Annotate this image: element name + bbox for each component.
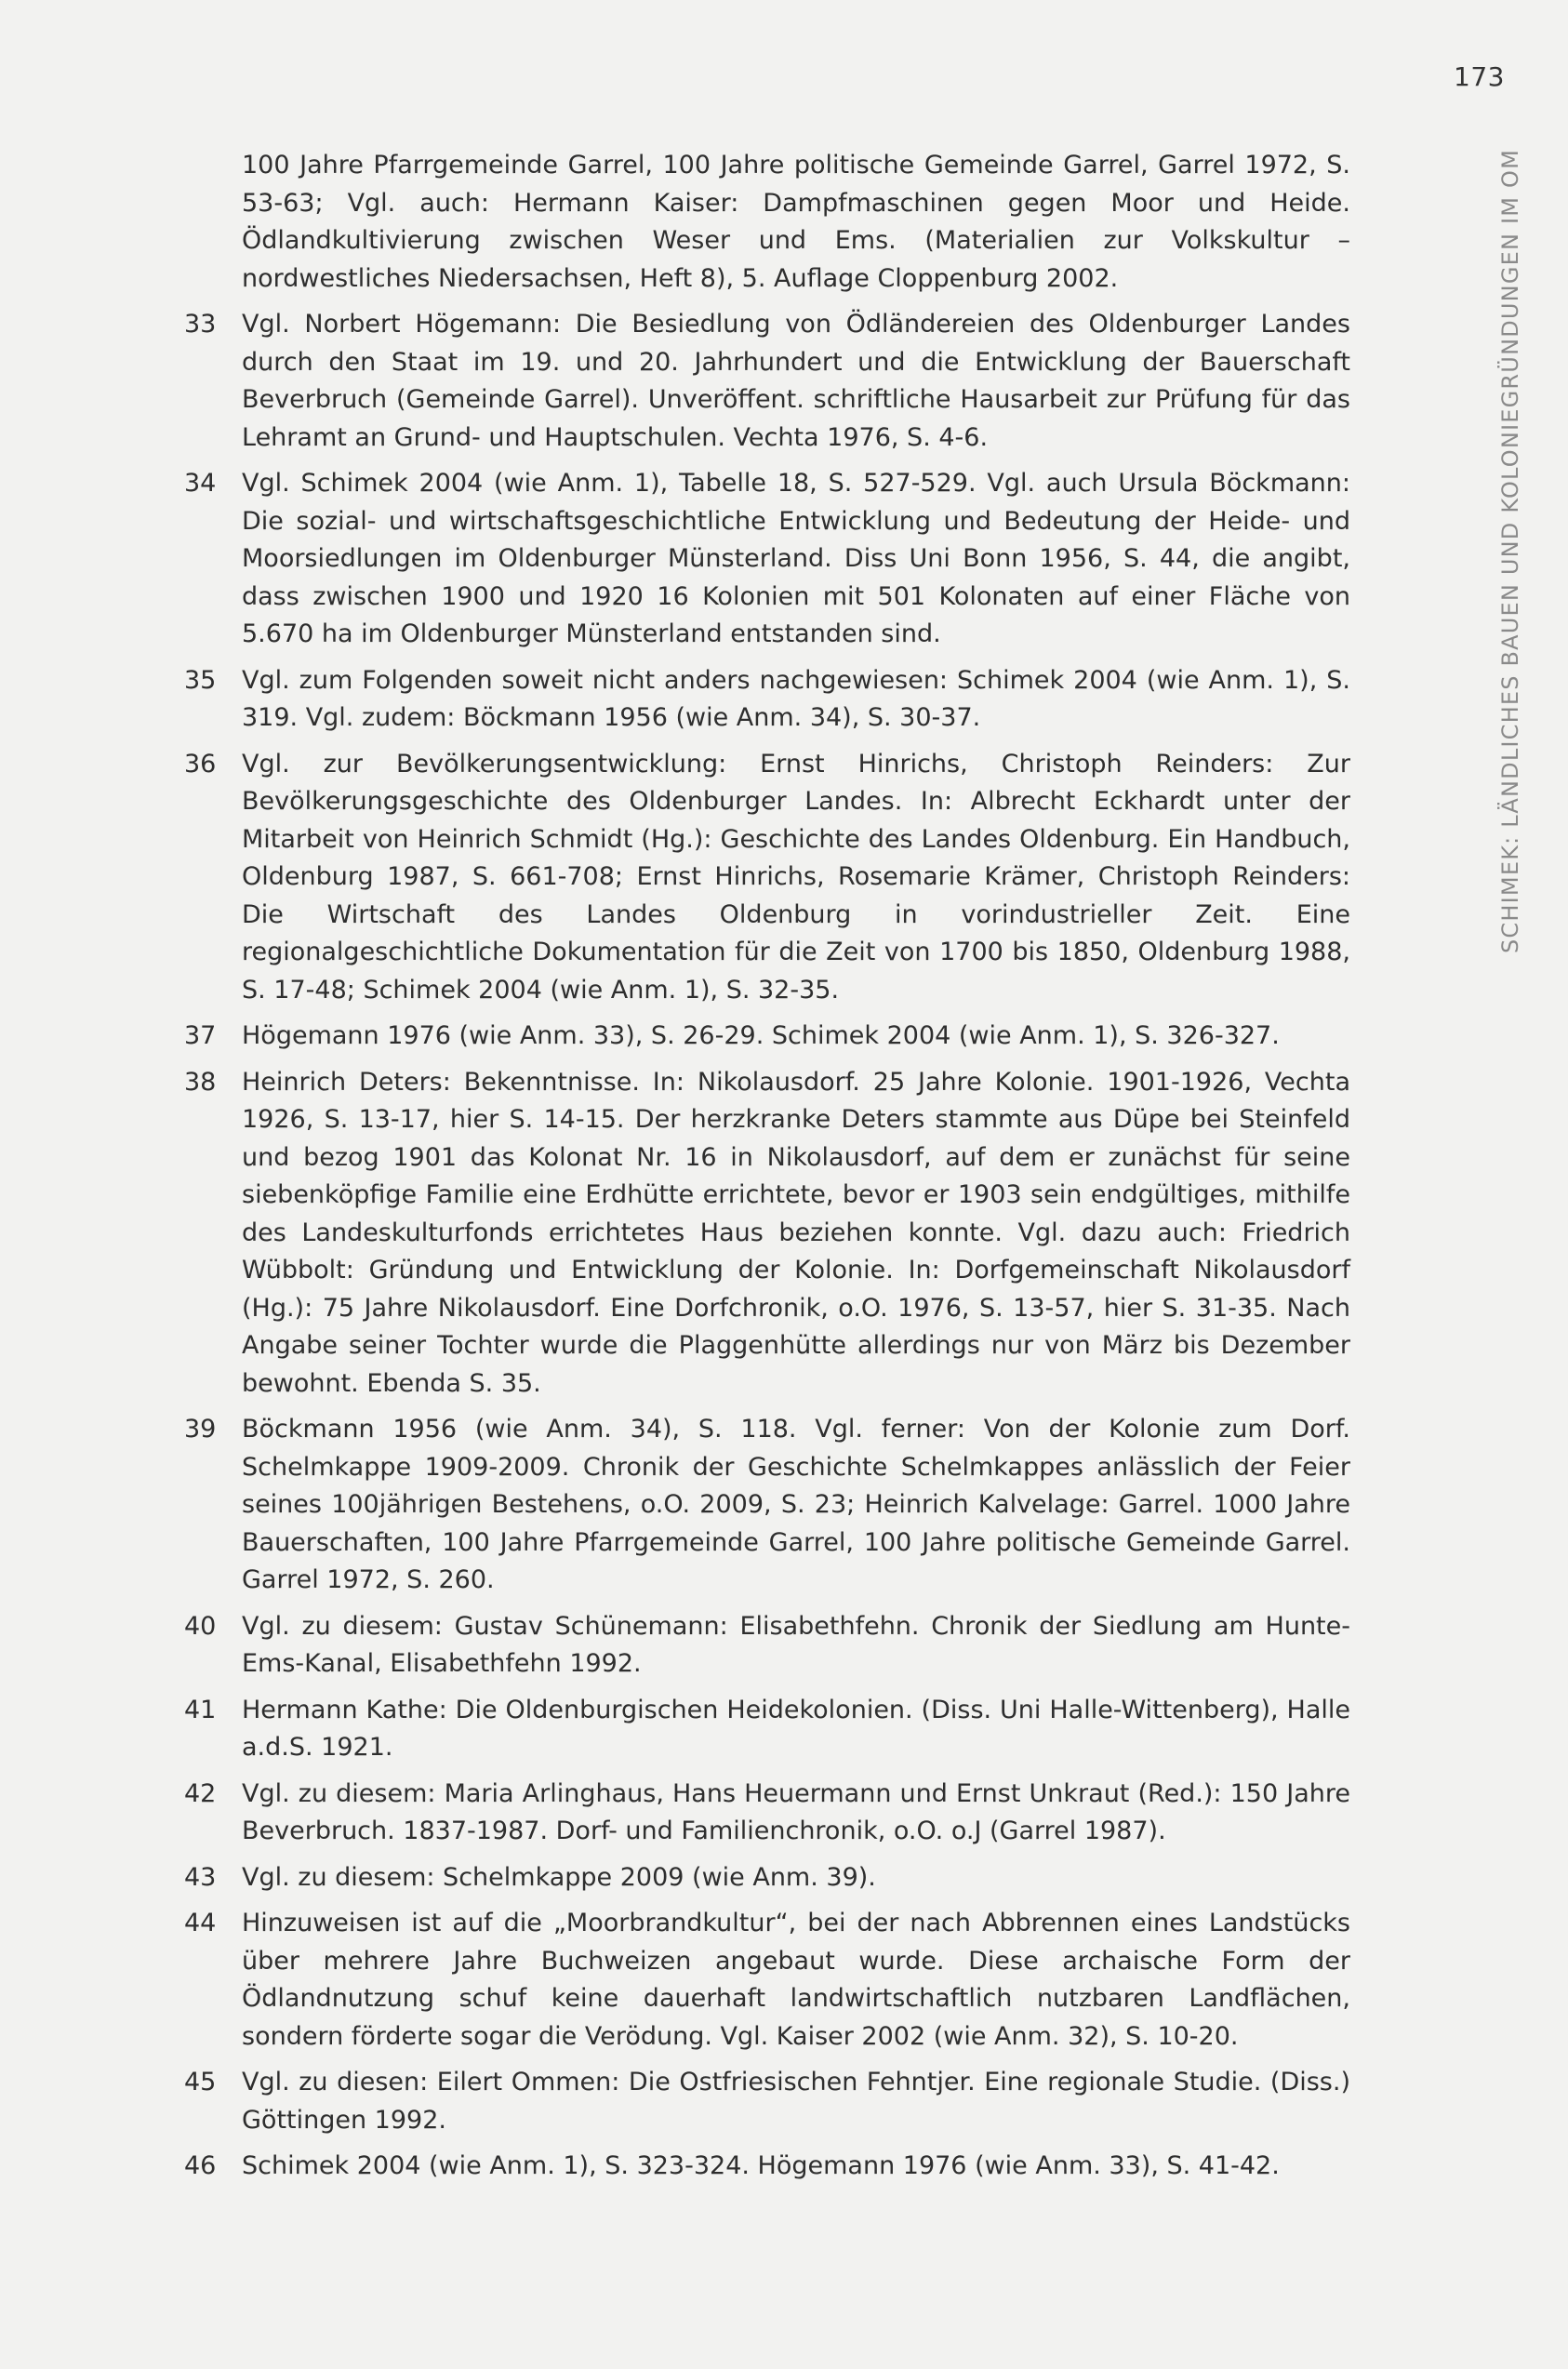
footnote-36 [177,746,1350,1010]
footnote-46 [177,2148,1350,2186]
footnote-number: 33 [184,310,217,339]
footnote-number: 43 [184,1862,217,1892]
footnote-45 [177,2064,1350,2139]
footnote-40 [177,1608,1350,1684]
footnote-text: Vgl. zu diesem: Maria Arlinghaus, Hans Heuermann und Ernst Unkraut (Red.): 150 Jahre Beverbruch. 1837-1987. Dorf- und Familienchronik, o.O. o.J (Garrel 1987). [242,1778,1350,1845]
footnote-34 [177,465,1350,654]
footnote-text: Vgl. Norbert Högemann: Die Besiedlung von Ödländereien des Oldenburger Landes durch den Staat im 19. und 20. Jahrhundert und die Entwicklung der Bauerschaft Beverbruch (Gemeinde Garrel). Unveröffent. schriftliche Hausarbeit zur Prüfung für das Lehramt an Grund- und Hauptschulen. Vechta 1976, S. 4-6. [242,310,1350,452]
footnote-number: 40 [184,1611,217,1641]
footnote-text: Schimek 2004 (wie Anm. 1), S. 323-324. Högemann 1976 (wie Anm. 33), S. 41-42. [242,2151,1280,2180]
footnote-text: Vgl. zu diesen: Eilert Ommen: Die Ostfriesischen Fehntjer. Eine regionale Studie. (Diss.) Göttingen 1992. [242,2068,1350,2135]
footnote-number: 38 [184,1067,217,1097]
footnote-35 [177,662,1350,738]
footnote-37 [177,1018,1350,1056]
footnote-text: Vgl. zu diesem: Schelmkappe 2009 (wie Anm. 39). [242,1862,876,1892]
footnote-number: 45 [184,2068,217,2096]
footnote-text: Vgl. zu diesem: Gustav Schünemann: Elisabethfehn. Chronik der Siedlung am Hunte-Ems-Kanal, Elisabethfehn 1992. [242,1611,1350,1678]
footnote-number: 34 [184,469,217,498]
footnote-text: Heinrich Deters: Bekenntnisse. In: Nikolausdorf. 25 Jahre Kolonie. 1901-1926, Vechta 1926, S. 13-17, hier S. 14-15. Der herzkranke Deters stammte aus Düpe bei Steinfeld und bezog 1901 das Kolonat Nr. 16 in Nikolausdorf, auf dem er zunächst für seine siebenköpfige Familie eine Erdhütte errichtete, bevor er 1903 sein endgültiges, mithilfe des Landeskulturfonds errichtetes Haus beziehen konnte. Vgl. dazu auch: Friedrich Wübbolt: Gründung und Entwicklung der Kolonie. In: Dorfgemeinschaft Nikolausdorf (Hg.): 75 Jahre Nikolausdorf. Eine Dorfchronik, o.O. 1976, S. 13-57, hier S. 31-35. Nach Angabe seiner Tochter wurde die Plaggenhütte allerdings nur von März bis Dezember bewohnt. Ebenda S. 35. [242,1067,1350,1398]
footnote-number: 44 [184,1909,217,1937]
footnote-text: Hinzuweisen ist auf die „Moorbrandkultur“, bei der nach Abbrennen eines Landstücks über mehrere Jahre Buchweizen angebaut wurde. Diese archaische Form der Ödlandnutzung schuf keine dauerhaft landwirtschaftlich nutzbaren Landflächen, sondern förderte sogar die Verödung. Vgl. Kaiser 2002 (wie Anm. 32), S. 10-20. [242,1909,1350,2051]
footnote-44 [177,1905,1350,2056]
footnote-number: 39 [184,1415,217,1444]
footnote-text: Böckmann 1956 (wie Anm. 34), S. 118. Vgl. ferner: Von der Kolonie zum Dorf. Schelmkappe 1909-2009. Chronik der Geschichte Schelmkappes anlässlich der Feier seines 100jährigen Bestehens, o.O. 2009, S. 23; Heinrich Kalvelage: Garrel. 1000 Jahre Bauerschaften, 100 Jahre Pfarrgemeinde Garrel, 100 Jahre politische Gemeinde Garrel. Garrel 1972, S. 260. [242,1415,1350,1594]
running-head: SCHIMEK: LÄNDLICHES BAUEN UND KOLONIEGRÜNDUNGEN IM OM [1497,149,1523,953]
footnote-number: 42 [184,1778,217,1808]
footnote-text: Vgl. zur Bevölkerungsentwicklung: Ernst Hinrichs, Christoph Reinders: Zur Bevölkerungsgeschichte des Oldenburger Landes. In: Albrecht Eckhardt unter der Mitarbeit von Heinrich Schmidt (Hg.): Geschichte des Landes Oldenburg. Ein Handbuch, Oldenburg 1987, S. 661-708; Ernst Hinrichs, Rosemarie Krämer, Christoph Reinders: Die Wirtschaft des Landes Oldenburg in vorindustrieller Zeit. Eine regionalgeschichtliche Dokumentation für die Zeit von 1700 bis 1850, Oldenburg 1988, S. 17-48; Schimek 2004 (wie Anm. 1), S. 32-35. [242,749,1350,1005]
footnote-43 [177,1859,1350,1897]
footnote-text: Vgl. zum Folgenden soweit nicht anders nachgewiesen: Schimek 2004 (wie Anm. 1), S. 319. Vgl. zudem: Böckmann 1956 (wie Anm. 34), S. 30-37. [242,665,1350,732]
footnotes [177,147,1350,2194]
page-number: 173 [1454,61,1505,92]
footnote-number: 37 [184,1021,217,1050]
footnote-number: 35 [184,665,217,695]
footnote-38 [177,1064,1350,1404]
footnote-39 [177,1411,1350,1600]
footnote-number: 46 [184,2151,217,2180]
footnote-text: Hermann Kathe: Die Oldenburgischen Heidekolonien. (Diss. Uni Halle-Wittenberg), Halle a.d.S. 1921. [242,1695,1350,1762]
footnote-41 [177,1692,1350,1767]
footnote-number: 41 [184,1695,217,1724]
footnote-42 [177,1776,1350,1851]
footnote-text: 100 Jahre Pfarrgemeinde Garrel, 100 Jahre politische Gemeinde Garrel, Garrel 1972, S. 53-63; Vgl. auch: Hermann Kaiser: Dampfmaschinen gegen Moor und Heide. Ödlandkultivierung zwischen Weser und Ems. (Materialien zur Volkskultur – nordwestliches Niedersachsen, Heft 8), 5. Auflage Cloppenburg 2002. [242,151,1350,293]
footnote-number: 36 [184,749,217,779]
footnote-33 [177,306,1350,457]
footnote-continued [177,147,1350,298]
footnote-text: Högemann 1976 (wie Anm. 33), S. 26-29. Schimek 2004 (wie Anm. 1), S. 326-327. [242,1021,1280,1050]
footnote-text: Vgl. Schimek 2004 (wie Anm. 1), Tabelle 18, S. 527-529. Vgl. auch Ursula Böckmann: Die sozial- und wirtschaftsgeschichtliche Entwicklung und Bedeutung der Heide- und Moorsiedlungen im Oldenburger Münsterland. Diss Uni Bonn 1956, S. 44, die angibt, dass zwischen 1900 und 1920 16 Kolonien mit 501 Kolonaten auf einer Fläche von 5.670 ha im Oldenburger Münsterland entstanden sind. [242,469,1350,648]
